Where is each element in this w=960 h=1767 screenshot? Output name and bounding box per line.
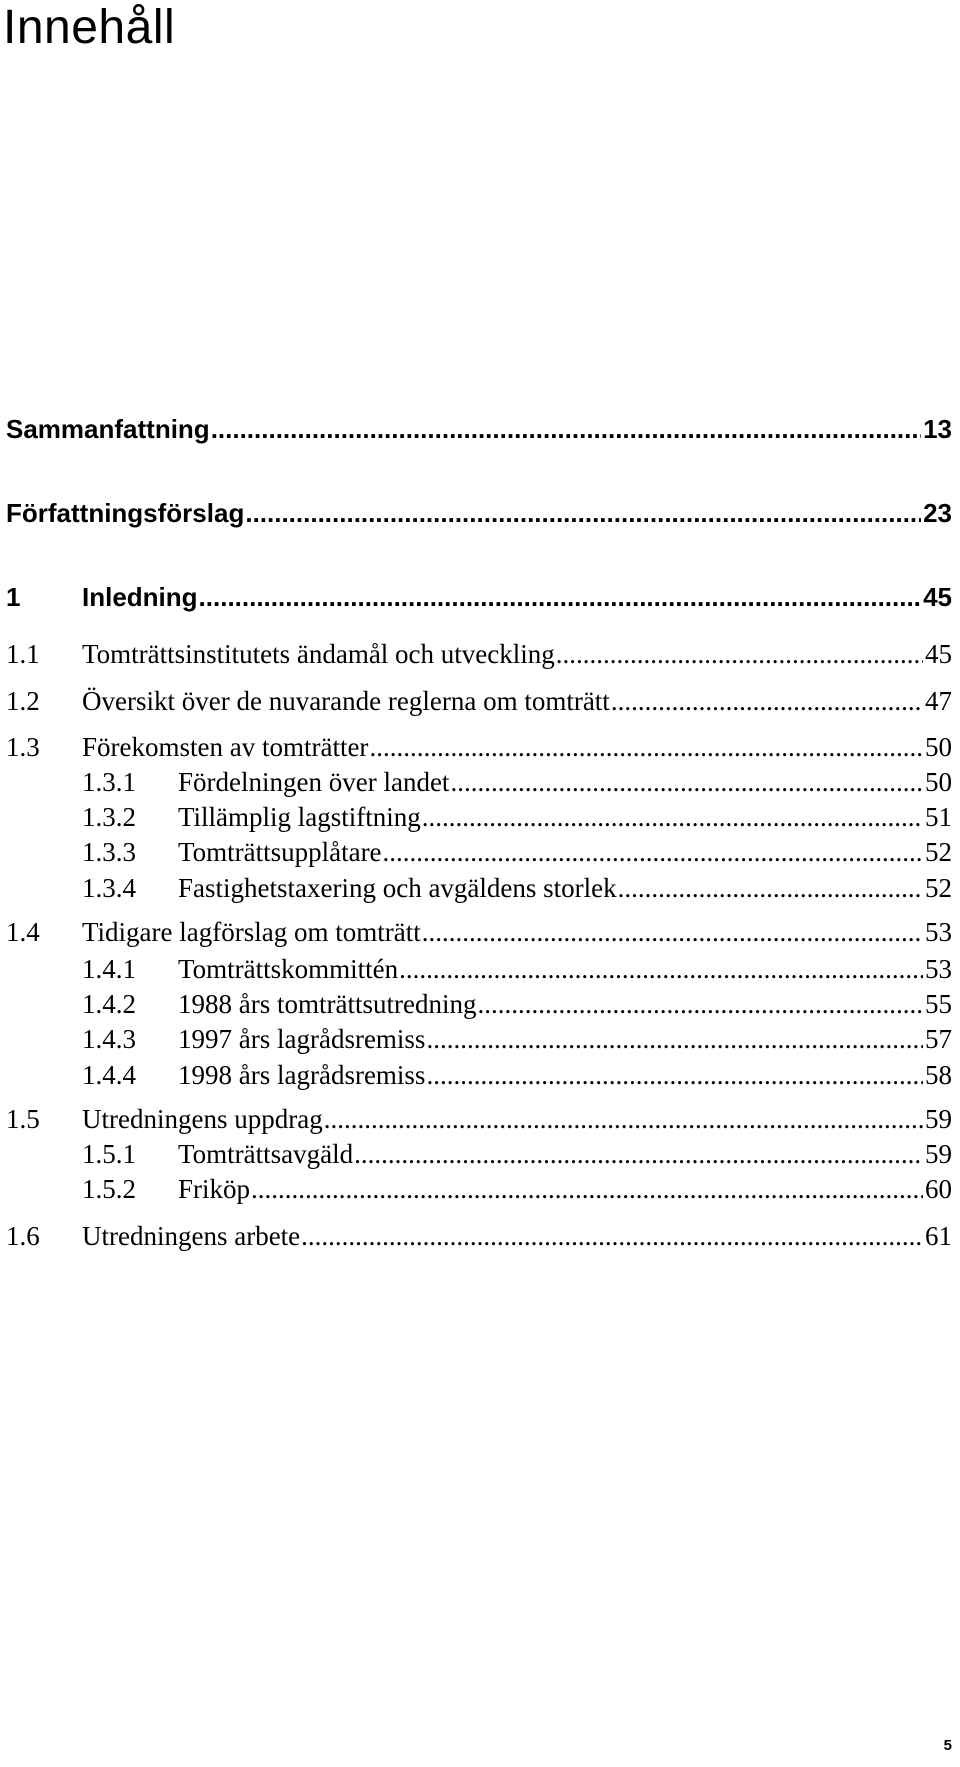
dot-leader (426, 1060, 923, 1091)
toc-entry-page: 57 (925, 1024, 952, 1054)
toc-entry-number: 1.3.1 (82, 767, 136, 797)
toc-entry-number: 1.5.2 (82, 1174, 136, 1204)
dot-leader (251, 1174, 923, 1205)
toc-entry-number: 1.6 (6, 1221, 40, 1251)
toc-entry[interactable] (82, 1174, 952, 1210)
toc-entry-number: 1.3.2 (82, 802, 136, 832)
dot-leader (199, 582, 922, 613)
dot-leader (383, 837, 923, 868)
toc-entry[interactable] (6, 582, 952, 618)
toc-entry-page: 45 (925, 639, 952, 669)
toc-entry-number: 1.1 (6, 639, 40, 669)
dot-leader (611, 686, 923, 717)
toc-entry-page: 59 (925, 1104, 952, 1134)
page-title: Innehåll (3, 1, 176, 54)
toc-entry-page: 23 (923, 498, 952, 528)
dot-leader (422, 917, 923, 948)
dot-leader (211, 414, 921, 445)
toc-entry-page: 13 (923, 414, 952, 444)
toc-entry-title: Förekomsten av tomträtter (82, 732, 369, 762)
dot-leader (618, 873, 923, 904)
toc-entry-title: Tidigare lagförslag om tomträtt (82, 917, 421, 947)
toc-entry-page: 60 (925, 1174, 952, 1204)
toc-entry-number: 1.4.4 (82, 1060, 136, 1090)
dot-leader (450, 767, 923, 798)
dot-leader (426, 1024, 923, 1055)
toc-entry-page: 52 (925, 873, 952, 903)
toc-entry[interactable] (82, 1024, 952, 1060)
toc-entry-number: 1.3.4 (82, 873, 136, 903)
toc-entry-title: Tillämplig lagstiftning (178, 802, 421, 832)
toc-entry-title: Fördelningen över landet (178, 767, 450, 797)
dot-leader (477, 989, 923, 1020)
toc-entry-page: 50 (925, 767, 952, 797)
toc-entry[interactable] (82, 954, 952, 990)
toc-entry-page: 47 (925, 686, 952, 716)
toc-entry[interactable] (6, 686, 952, 722)
page-number: 5 (943, 1737, 952, 1754)
dot-leader (301, 1221, 923, 1252)
toc-entry[interactable] (82, 989, 952, 1025)
toc-entry-page: 55 (925, 989, 952, 1019)
dot-leader (369, 732, 923, 763)
toc-entry-title: Översikt över de nuvarande reglerna om tomträtt (82, 686, 610, 716)
toc-entry-number: 1.5 (6, 1104, 40, 1134)
toc-entry-title: Tomträttskommittén (178, 954, 399, 984)
toc-entry-title: Tomträttsupplåtare (178, 837, 382, 867)
toc-entry-number: 1.2 (6, 686, 40, 716)
toc-entry-page: 50 (925, 732, 952, 762)
toc-entry[interactable] (82, 1060, 952, 1096)
toc-entry-number: 1.3 (6, 732, 40, 762)
toc-entry-title: Tomträttsavgäld (178, 1139, 354, 1169)
toc-entry[interactable] (82, 873, 952, 909)
toc-entry-page: 53 (925, 917, 952, 947)
toc-entry-title: Författningsförslag (6, 498, 245, 528)
dot-leader (556, 639, 923, 670)
toc-entry-title: Sammanfattning (6, 414, 210, 444)
toc-entry[interactable] (82, 837, 952, 873)
toc-entry-page: 58 (925, 1060, 952, 1090)
toc-entry-title: Inledning (82, 582, 198, 612)
toc-entry-title: Utredningens uppdrag (82, 1104, 323, 1134)
toc-entry-number: 1.4 (6, 917, 40, 947)
toc-entry-number: 1 (6, 582, 21, 612)
dot-leader (354, 1139, 923, 1170)
toc-entry[interactable] (6, 917, 952, 953)
toc-entry-page: 52 (925, 837, 952, 867)
toc-entry-number: 1.4.3 (82, 1024, 136, 1054)
toc-entry-title: Friköp (178, 1174, 251, 1204)
toc-entry-title: Tomträttsinstitutets ändamål och utveckling (82, 639, 555, 669)
toc-entry-page: 61 (925, 1221, 952, 1251)
toc-entry[interactable] (82, 802, 952, 838)
toc-entry-title: 1998 års lagrådsremiss (178, 1060, 426, 1090)
toc-entry-page: 45 (923, 582, 952, 612)
dot-leader (422, 802, 923, 833)
toc-entry-number: 1.5.1 (82, 1139, 136, 1169)
toc-entry[interactable] (82, 1139, 952, 1175)
toc-entry-title: Utredningens arbete (82, 1221, 301, 1251)
dot-leader (245, 498, 921, 529)
toc-entry[interactable] (6, 1104, 952, 1140)
toc-entry-number: 1.3.3 (82, 837, 136, 867)
toc-entry[interactable] (6, 498, 952, 534)
toc-entry-number: 1.4.1 (82, 954, 136, 984)
toc-entry-title: 1988 års tomträttsutredning (178, 989, 477, 1019)
toc-entry-page: 51 (925, 802, 952, 832)
toc-entry[interactable] (82, 767, 952, 803)
dot-leader (399, 954, 923, 985)
toc-entry[interactable] (6, 414, 952, 450)
toc-entry-title: 1997 års lagrådsremiss (178, 1024, 426, 1054)
toc-entry-number: 1.4.2 (82, 989, 136, 1019)
toc-entry[interactable] (6, 1221, 952, 1257)
toc-entry-page: 59 (925, 1139, 952, 1169)
toc-entry-title: Fastighetstaxering och avgäldens storlek (178, 873, 617, 903)
dot-leader (324, 1104, 923, 1135)
toc-entry-page: 53 (925, 954, 952, 984)
toc-entry[interactable] (6, 639, 952, 675)
toc-entry[interactable] (6, 732, 952, 768)
